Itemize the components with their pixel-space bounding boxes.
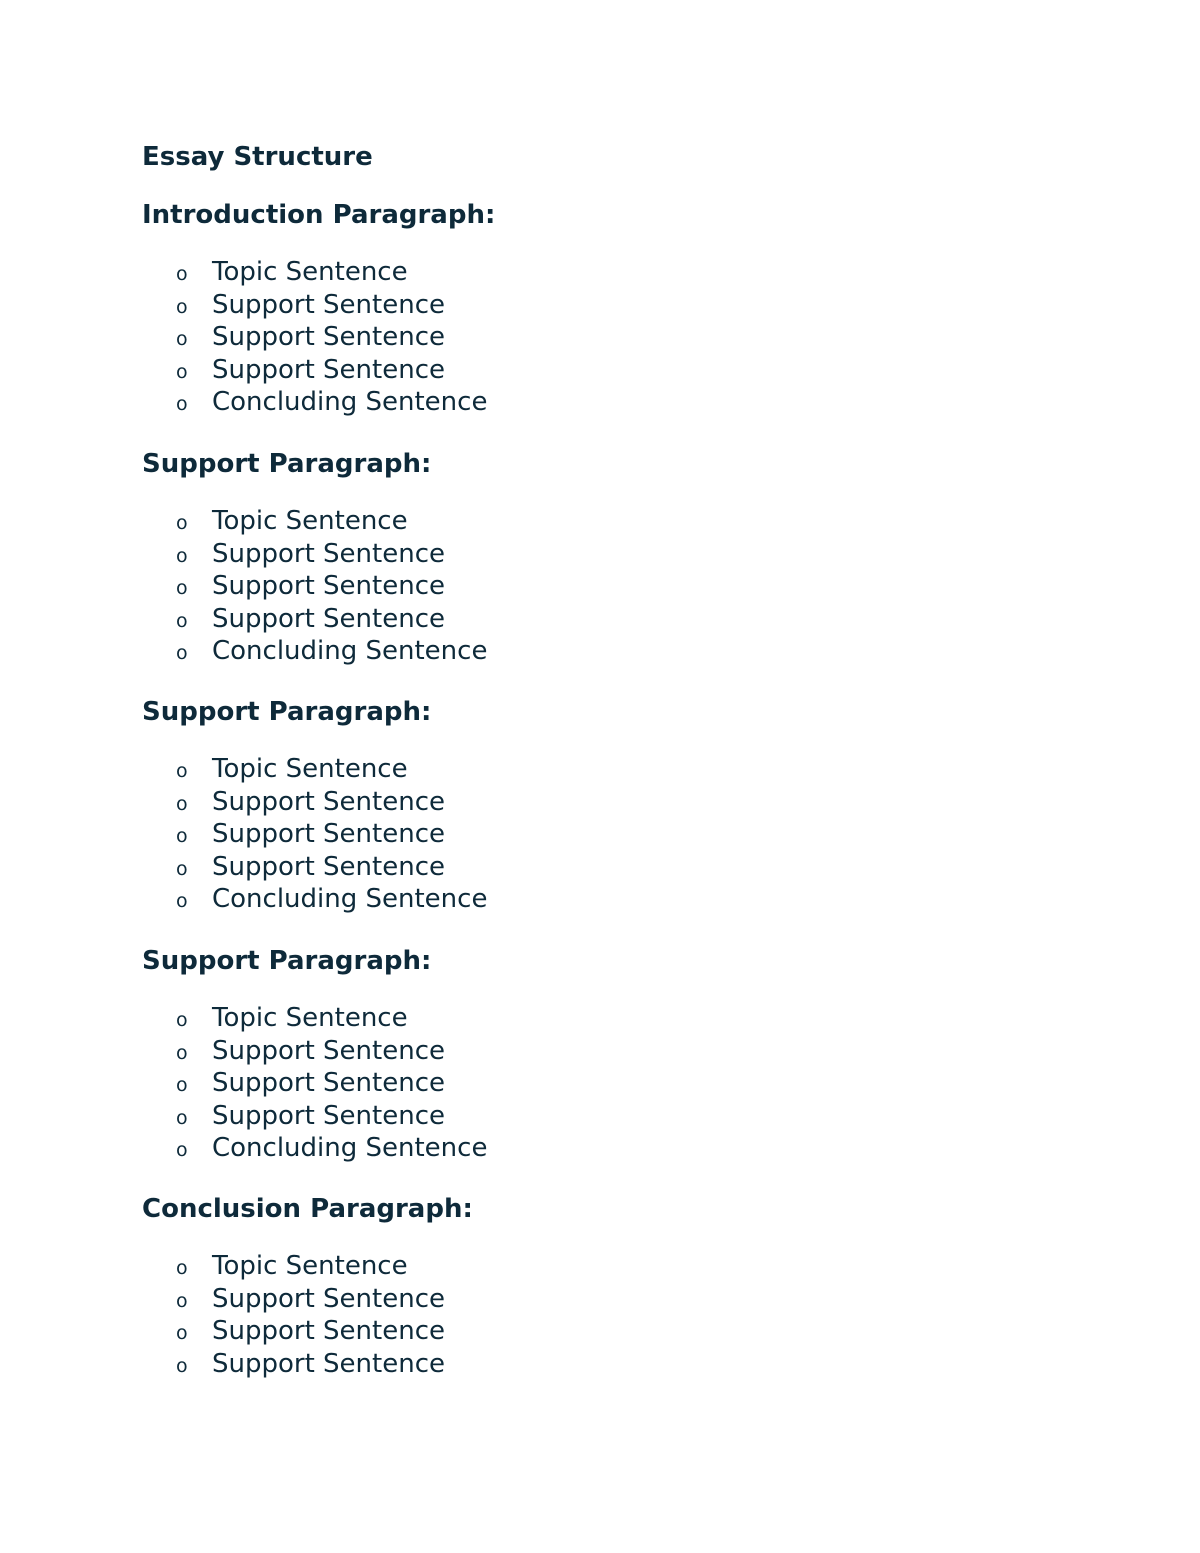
list-item-text: Support Sentence xyxy=(212,354,445,385)
list-item xyxy=(142,635,842,668)
bullet-list xyxy=(142,1002,842,1165)
list-item-text: Concluding Sentence xyxy=(212,636,488,666)
list-item xyxy=(142,256,842,289)
list-item xyxy=(142,538,842,571)
list-item-text: Support Sentence xyxy=(212,1316,445,1346)
list-item xyxy=(142,1002,842,1035)
list-item-text: Topic Sentence xyxy=(212,1003,408,1033)
bullet-circle-icon: o xyxy=(176,1009,188,1031)
list-item-text: Topic Sentence xyxy=(212,754,408,784)
list-item xyxy=(142,321,842,354)
list-item xyxy=(142,1348,842,1381)
bullet-circle-icon: o xyxy=(176,1106,188,1129)
bullet-circle-icon: o xyxy=(176,1289,188,1312)
bullet-circle-icon: o xyxy=(176,642,188,664)
section-conclusion xyxy=(142,1192,842,1380)
list-item xyxy=(142,1100,842,1133)
bullet-circle-icon: o xyxy=(176,263,188,285)
bullet-list xyxy=(142,256,842,419)
list-item xyxy=(142,1035,842,1068)
list-item-text: Support Sentence xyxy=(212,786,445,817)
section-support-1 xyxy=(142,447,842,668)
bullet-circle-icon: o xyxy=(176,328,188,350)
bullet-circle-icon: o xyxy=(176,1322,188,1344)
list-item-text: Topic Sentence xyxy=(212,506,408,536)
list-item xyxy=(142,1132,842,1165)
bullet-circle-icon: o xyxy=(176,760,188,782)
bullet-circle-icon: o xyxy=(176,609,188,632)
section-heading: Support Paragraph: xyxy=(142,697,432,727)
list-item-text: Support Sentence xyxy=(212,1283,445,1314)
list-item-text: Support Sentence xyxy=(212,603,445,634)
bullet-circle-icon: o xyxy=(176,360,188,383)
bullet-circle-icon: o xyxy=(176,295,188,318)
list-item xyxy=(142,354,842,387)
section-support-2 xyxy=(142,695,842,916)
bullet-circle-icon: o xyxy=(176,890,188,912)
bullet-list xyxy=(142,753,842,916)
list-item xyxy=(142,1067,842,1100)
list-item xyxy=(142,505,842,538)
bullet-circle-icon: o xyxy=(176,1041,188,1064)
document-title: Essay Structure xyxy=(142,142,373,172)
list-item xyxy=(142,818,842,851)
bullet-list xyxy=(142,1250,842,1380)
bullet-circle-icon: o xyxy=(176,792,188,815)
bullet-circle-icon: o xyxy=(176,825,188,847)
bullet-circle-icon: o xyxy=(176,1354,188,1377)
list-item xyxy=(142,1283,842,1316)
section-support-3 xyxy=(142,944,842,1165)
section-heading: Introduction Paragraph: xyxy=(142,200,496,230)
bullet-circle-icon: o xyxy=(176,544,188,567)
list-item-text: Support Sentence xyxy=(212,571,445,601)
list-item xyxy=(142,753,842,786)
list-item-text: Support Sentence xyxy=(212,1100,445,1131)
list-item xyxy=(142,883,842,916)
list-item-text: Support Sentence xyxy=(212,819,445,849)
list-item xyxy=(142,570,842,603)
list-item-text: Support Sentence xyxy=(212,1068,445,1098)
bullet-circle-icon: o xyxy=(176,577,188,599)
bullet-circle-icon: o xyxy=(176,1139,188,1161)
list-item xyxy=(142,786,842,819)
list-item-text: Support Sentence xyxy=(212,1348,445,1379)
bullet-circle-icon: o xyxy=(176,393,188,415)
list-item-text: Support Sentence xyxy=(212,289,445,320)
list-item-text: Support Sentence xyxy=(212,538,445,569)
section-heading: Support Paragraph: xyxy=(142,946,432,976)
list-item-text: Topic Sentence xyxy=(212,1251,408,1281)
list-item-text: Concluding Sentence xyxy=(212,387,488,417)
list-item xyxy=(142,603,842,636)
bullet-circle-icon: o xyxy=(176,1074,188,1096)
list-item xyxy=(142,1315,842,1348)
bullet-list xyxy=(142,505,842,668)
list-item-text: Support Sentence xyxy=(212,1035,445,1066)
list-item xyxy=(142,1250,842,1283)
list-item xyxy=(142,851,842,884)
list-item xyxy=(142,386,842,419)
list-item-text: Support Sentence xyxy=(212,322,445,352)
list-item-text: Support Sentence xyxy=(212,851,445,882)
list-item-text: Topic Sentence xyxy=(212,257,408,287)
list-item-text: Concluding Sentence xyxy=(212,884,488,914)
section-introduction xyxy=(142,198,842,419)
bullet-circle-icon: o xyxy=(176,857,188,880)
bullet-circle-icon: o xyxy=(176,512,188,534)
list-item xyxy=(142,289,842,322)
bullet-circle-icon: o xyxy=(176,1257,188,1279)
list-item-text: Concluding Sentence xyxy=(212,1133,488,1163)
section-heading: Conclusion Paragraph: xyxy=(142,1194,473,1224)
section-heading: Support Paragraph: xyxy=(142,449,432,479)
